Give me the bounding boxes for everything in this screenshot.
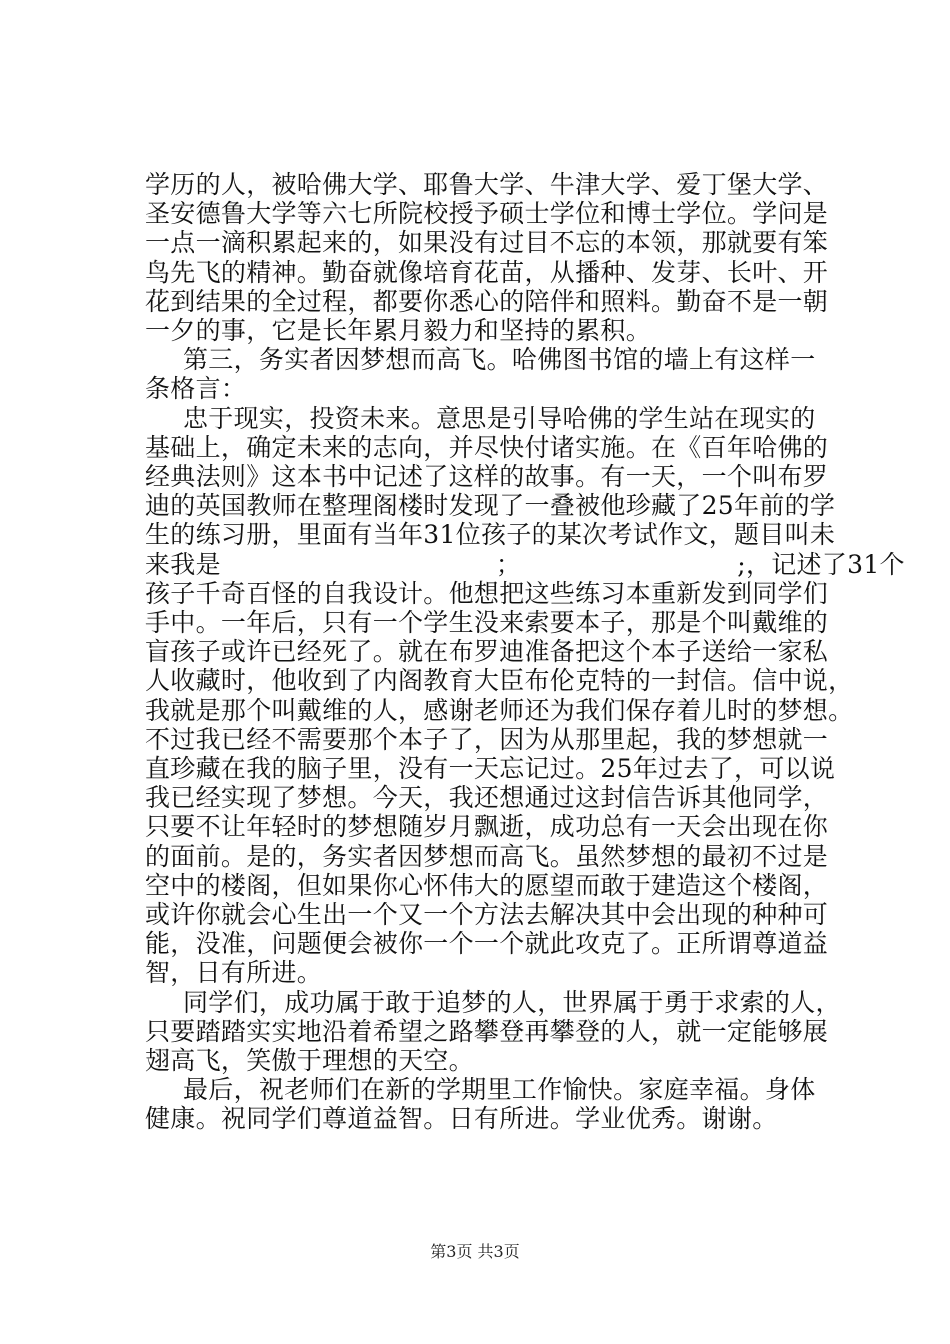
paragraph-start-line: 忠于现实，投资未来。意思是引导哈佛的学生站在现实的: [183, 403, 816, 433]
text-line: 能，没准，问题便会被你一个一个就此攻克了。正所谓尊道益: [145, 929, 829, 959]
text-line: 不过我已经不需要那个本子了，因为从那里起，我的梦想就一: [145, 724, 829, 754]
text-line: 翅高飞，笑傲于理想的天空。: [145, 1046, 474, 1075]
text-fragment: 来我是: [145, 549, 221, 579]
text-line: 学历的人，被哈佛大学、耶鲁大学、牛津大学、爱丁堡大学、: [145, 170, 829, 199]
text-line: 一点一滴积累起来的，如果没有过目不忘的本领，那就要有笨: [145, 228, 829, 258]
text-line: 只要踏踏实实地沿着希望之路攀登再攀登的人，就一定能够展: [145, 1016, 829, 1046]
text-line: 生的练习册，里面有当年31位孩子的某次考试作文，题目叫未: [145, 520, 836, 550]
text-line: 经典法则》这本书中记述了这样的故事。有一天，一个叫布罗: [145, 462, 829, 491]
text-line: 鸟先飞的精神。勤奋就像培育花苗，从播种、发芽、长叶、开: [145, 257, 829, 287]
text-line: 我就是那个叫戴维的人，感谢老师还为我们保存着儿时的梦想。: [145, 695, 854, 725]
paragraph-start-line: 最后，祝老师们在新的学期里工作愉快。家庭幸福。身体: [183, 1075, 816, 1105]
text-line: 手中。一年后，只有一个学生没来索要本子，那是个叫戴维的: [145, 608, 829, 637]
text-line: 圣安德鲁大学等六七所院校授予硕士学位和博士学位。学问是: [145, 199, 829, 229]
text-line-with-blanks: [145, 550, 905, 580]
text-line: 条格言：: [145, 374, 247, 404]
text-line: 智，日有所进。: [145, 958, 323, 988]
text-line: 直珍藏在我的脑子里，没有一天忘记过。25年过去了，可以说: [145, 754, 836, 783]
text-line: 我已经实现了梦想。今天，我还想通过这封信告诉其他同学，: [145, 783, 829, 813]
text-line: 空中的楼阁，但如果你心怀伟大的愿望而敢于建造这个楼阁，: [145, 870, 829, 900]
paragraph-start-line: 同学们，成功属于敢于追梦的人，世界属于勇于求索的人，: [183, 987, 841, 1017]
text-line: 迪的英国教师在整理阁楼时发现了一叠被他珍藏了25年前的学: [145, 491, 836, 521]
text-line: 人收藏时，他收到了内阁教育大臣布伦克特的一封信。信中说，: [145, 666, 854, 696]
text-line: 基础上，确定未来的志向，并尽快付诸实施。在《百年哈佛的: [145, 432, 829, 462]
text-fragment: ；: [495, 549, 522, 579]
text-line: 健康。祝同学们尊道益智。日有所进。学业优秀。谢谢。: [145, 1104, 778, 1134]
text-line: 一夕的事，它是长年累月毅力和坚持的累积。: [145, 316, 652, 345]
text-line: 或许你就会心生出一个又一个方法去解决其中会出现的种种可: [145, 900, 829, 929]
text-line: 的面前。是的，务实者因梦想而高飞。虽然梦想的最初不过是: [145, 841, 829, 871]
text-line: 盲孩子或许已经死了。就在布罗迪准备把这个本子送给一家私: [145, 637, 829, 667]
paragraph-start-line: 第三，务实者因梦想而高飞。哈佛图书馆的墙上有这样一: [183, 345, 816, 375]
text-line: 花到结果的全过程，都要你悉心的陪伴和照料。勤奋不是一朝: [145, 286, 829, 316]
text-line: 孩子千奇百怪的自我设计。他想把这些练习本重新发到同学们: [145, 578, 829, 608]
text-line: 只要不让年轻时的梦想随岁月飘逝，成功总有一天会出现在你: [145, 812, 829, 842]
text-fragment: ;，记述了31个: [737, 549, 905, 579]
page-number-footer: 第3页 共3页: [430, 1242, 520, 1261]
